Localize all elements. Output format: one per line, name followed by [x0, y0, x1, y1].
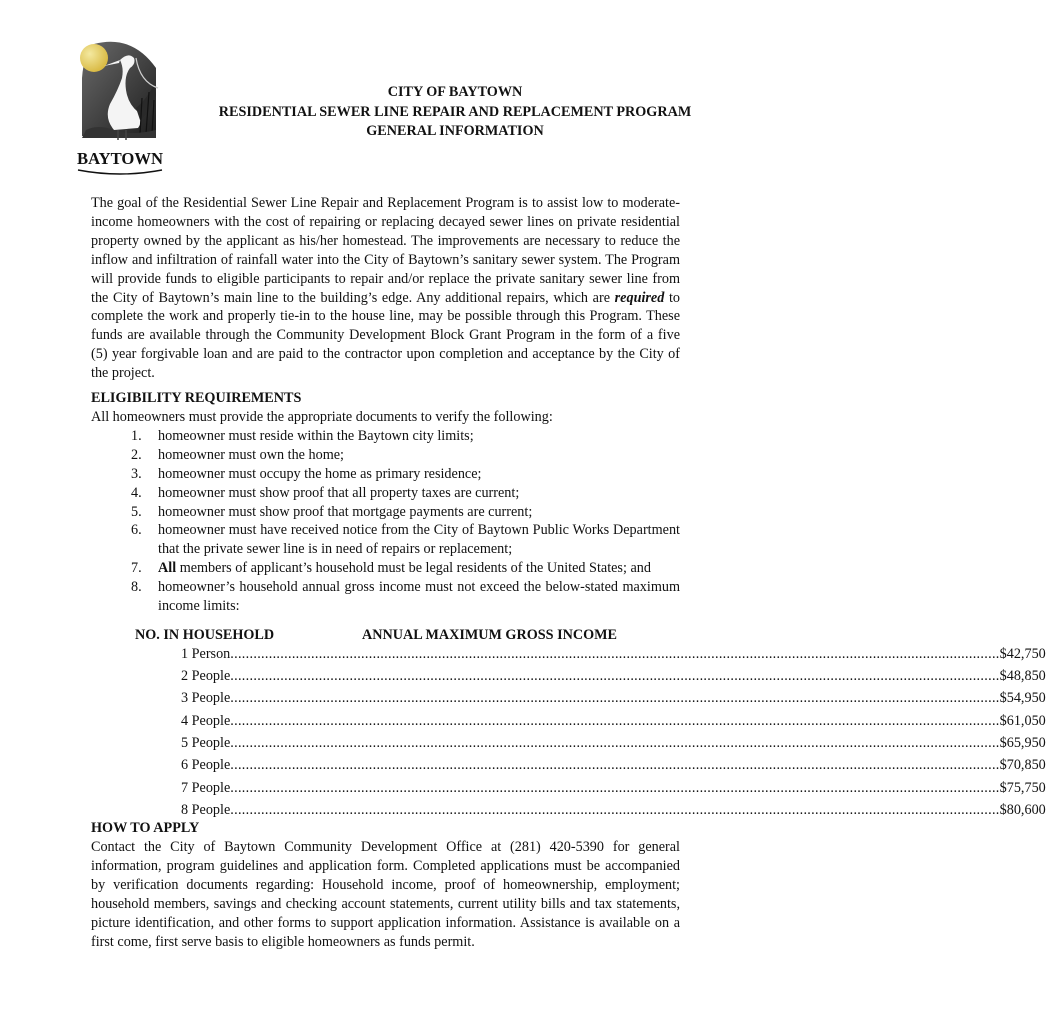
eligibility-lead: All homeowners must provide the appropriate documents to verify the following: [91, 408, 553, 425]
list-item: 3. homeowner must occupy the home as primary residence; [131, 465, 482, 482]
income-table [181, 645, 1046, 823]
table-row: 3 People ........................................................................................................................................................................................................ $54,950 [181, 690, 1046, 707]
heron-logo-icon [74, 38, 166, 180]
list-item: 8. homeowner’s household annual gross income must not exceed the below-stated maximum income limits: [131, 579, 680, 615]
table-row: 8 People ........................................................................................................................................................................................................ $80,600 [181, 801, 1046, 818]
list-item: 2. homeowner must own the home; [131, 446, 344, 463]
eligibility-heading: ELIGIBILITY REQUIREMENTS [91, 390, 302, 407]
table-row: 7 People ........................................................................................................................................................................................................ $75,750 [181, 779, 1046, 796]
income-column-header: ANNUAL MAXIMUM GROSS INCOME [362, 626, 617, 643]
how-to-apply-section [91, 819, 680, 951]
income-table-header [91, 626, 680, 645]
list-item: 5. homeowner must show proof that mortgage payments are current; [131, 503, 533, 520]
table-row: 2 People ........................................................................................................................................................................................................ $48,850 [181, 668, 1046, 685]
list-item: 1. homeowner must reside within the Baytown city limits; [131, 427, 474, 444]
document-header [190, 83, 720, 142]
header-line-1: CITY OF BAYTOWN [387, 84, 523, 100]
list-item: 7. All members of applicant’s household must be legal residents of the United States; and [131, 560, 651, 577]
how-to-apply-paragraph: Contact the City of Baytown Community Development Office at (281) 420-5390 for general information, program guidelines and application form. Completed applications must be accompanied by verification documents regarding: Household income, proof of homeownership, employment; household members, savings and checking account statements, current utility bills and tax statements, picture identification, and other forms to support application information. Assistance is available on a first come, first serve basis to eligible homeowners as funds permit. [91, 839, 680, 950]
table-row: 6 People ........................................................................................................................................................................................................ $70,850 [181, 757, 1046, 774]
how-to-apply-heading: HOW TO APPLY [91, 820, 200, 837]
intro-text-1: The goal of the Residential Sewer Line Repair and Replacement Program is to assist low to moderate-income homeowners with the cost of repairing or replacing decayed sewer lines on private residential property owned by the applicant as his/her homestead. The improvements are necessary to reduce the inflow and infiltration of rainfall water into the City of Baytown’s sanitary sewer system. The Program will provide funds to eligible participants to repair and/or replace the private sanitary sewer line from the City of Baytown’s main line to the building’s edge. Any additional repairs, which are [91, 195, 680, 306]
household-column-header: NO. IN HOUSEHOLD [135, 626, 275, 643]
list-item: 4. homeowner must show proof that all property taxes are current; [131, 484, 520, 501]
table-row: 1 Person ........................................................................................................................................................................................................ $42,750 [181, 645, 1046, 662]
header-line-2: RESIDENTIAL SEWER LINE REPAIR AND REPLACEMENT PROGRAM [218, 103, 692, 120]
header-line-3: GENERAL INFORMATION [366, 123, 544, 139]
city-of-baytown-logo [74, 38, 166, 180]
table-row: 4 People ........................................................................................................................................................................................................ $61,050 [181, 712, 1046, 729]
document-body [91, 194, 1046, 952]
list-item: 6. homeowner must have received notice from the City of Baytown Public Works Department that the private sewer line is in need of repairs or replacement; [131, 522, 680, 558]
eligibility-list [91, 427, 680, 616]
intro-text-2: to complete the work and properly tie-in to the house line, may be possible through this Program. These funds are available through the Community Development Block Grant Program in the form of a five (5) year forgivable loan and are paid to the contractor upon completion and acceptance by the City of the project. [91, 289, 680, 382]
intro-emphasis: required [614, 289, 665, 306]
intro-paragraph [91, 194, 680, 383]
logo-wordmark: BAYTOWN [77, 149, 164, 168]
table-row: 5 People ........................................................................................................................................................................................................ $65,950 [181, 735, 1046, 752]
